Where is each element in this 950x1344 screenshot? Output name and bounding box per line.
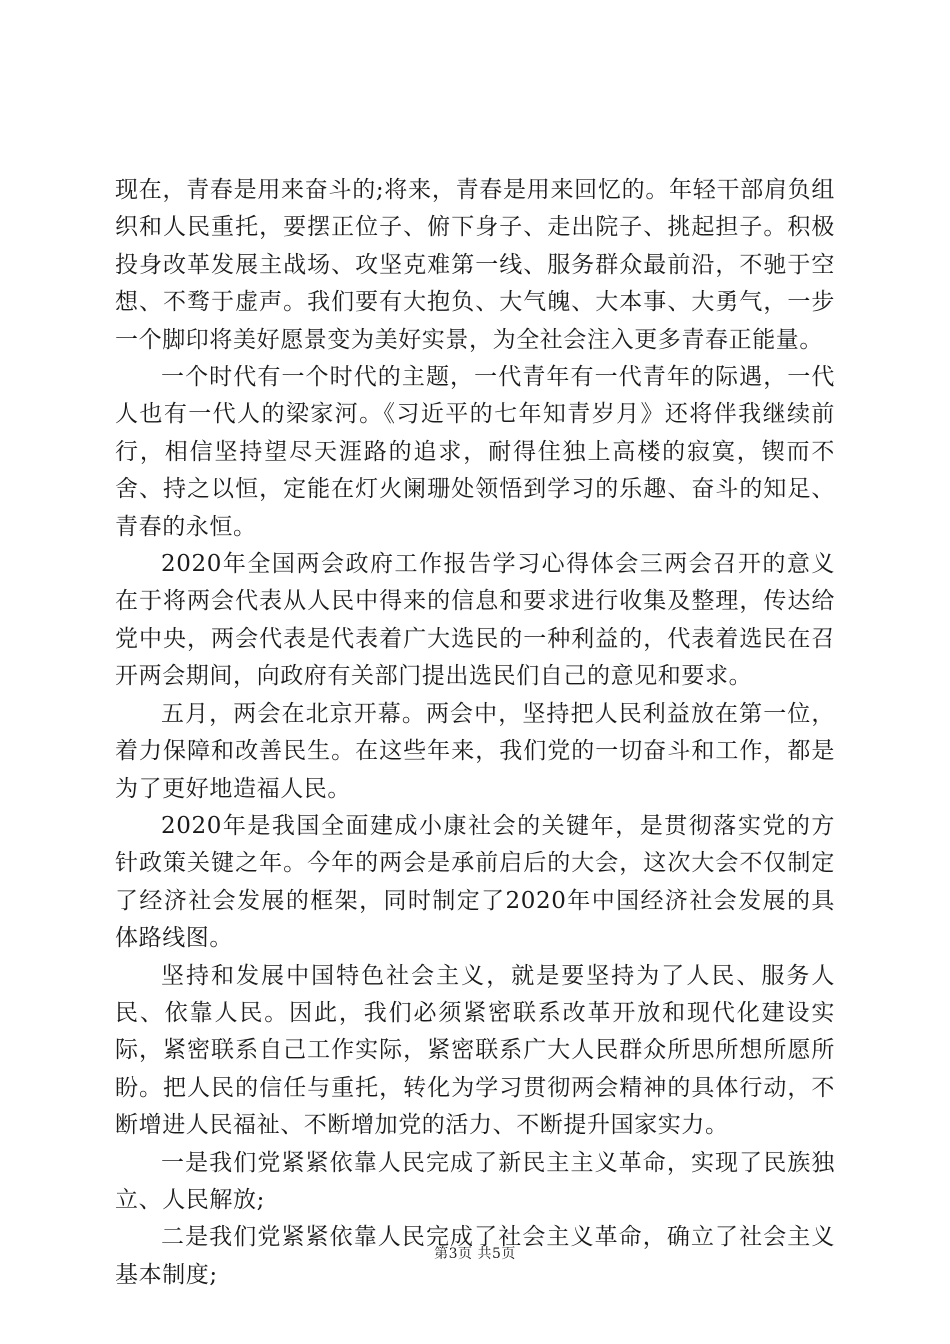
paragraph: 五月，两会在北京开幕。两会中，坚持把人民利益放在第一位，着力保障和改善民生。在这些年来，我们党的一切奋斗和工作，都是为了更好地造福人民。: [115, 700, 835, 802]
paragraph: 坚持和发展中国特色社会主义，就是要坚持为了人民、服务人民、依靠人民。因此，我们必须紧密联系改革开放和现代化建设实际，紧密联系自己工作实际，紧密联系广大人民群众所思所想所愿所盼。把人民的信任与重托，转化为学习贯彻两会精神的具体行动，不断增进人民福祉、不断增加党的活力、不断提升国家实力。: [115, 962, 835, 1139]
paragraph: 一是我们党紧紧依靠人民完成了新民主主义革命，实现了民族独立、人民解放;: [115, 1149, 835, 1213]
document-body: [115, 172, 835, 1294]
paragraph: 2020年全国两会政府工作报告学习心得体会三两会召开的意义在于将两会代表从人民中得来的信息和要求进行收集及整理，传达给党中央，两会代表是代表着广大选民的一种利益的，代表着选民在召开两会期间，向政府有关部门提出选民们自己的意见和要求。: [115, 551, 835, 690]
paragraph: 一个时代有一个时代的主题，一代青年有一代青年的际遇，一代人也有一代人的梁家河。《习近平的七年知青岁月》还将伴我继续前行，相信坚持望尽天涯路的追求，耐得住独上高楼的寂寞，锲而不舍、持之以恒，定能在灯火阑珊处领悟到学习的乐趣、奋斗的知足、青春的永恒。: [115, 364, 835, 540]
paragraph: 2020年是我国全面建成小康社会的关键年，是贯彻落实党的方针政策关键之年。今年的两会是承前启后的大会，这次大会不仅制定了经济社会发展的框架，同时制定了2020年中国经济社会发展的具体路线图。: [115, 812, 835, 952]
paragraph: 现在，青春是用来奋斗的;将来，青春是用来回忆的。年轻干部肩负组织和人民重托，要摆正位子、俯下身子、走出院子、挑起担子。积极投身改革发展主战场、攻坚克难第一线、服务群众最前沿，不驰于空想、不骛于虚声。我们要有大抱负、大气魄、大本事、大勇气，一步一个脚印将美好愿景变为美好实景，为全社会注入更多青春正能量。: [115, 177, 835, 353]
page-number-footer: 第3页 共5页: [434, 1246, 516, 1262]
paragraph: 二是我们党紧紧依靠人民完成了社会主义革命，确立了社会主义基本制度;: [115, 1224, 835, 1288]
